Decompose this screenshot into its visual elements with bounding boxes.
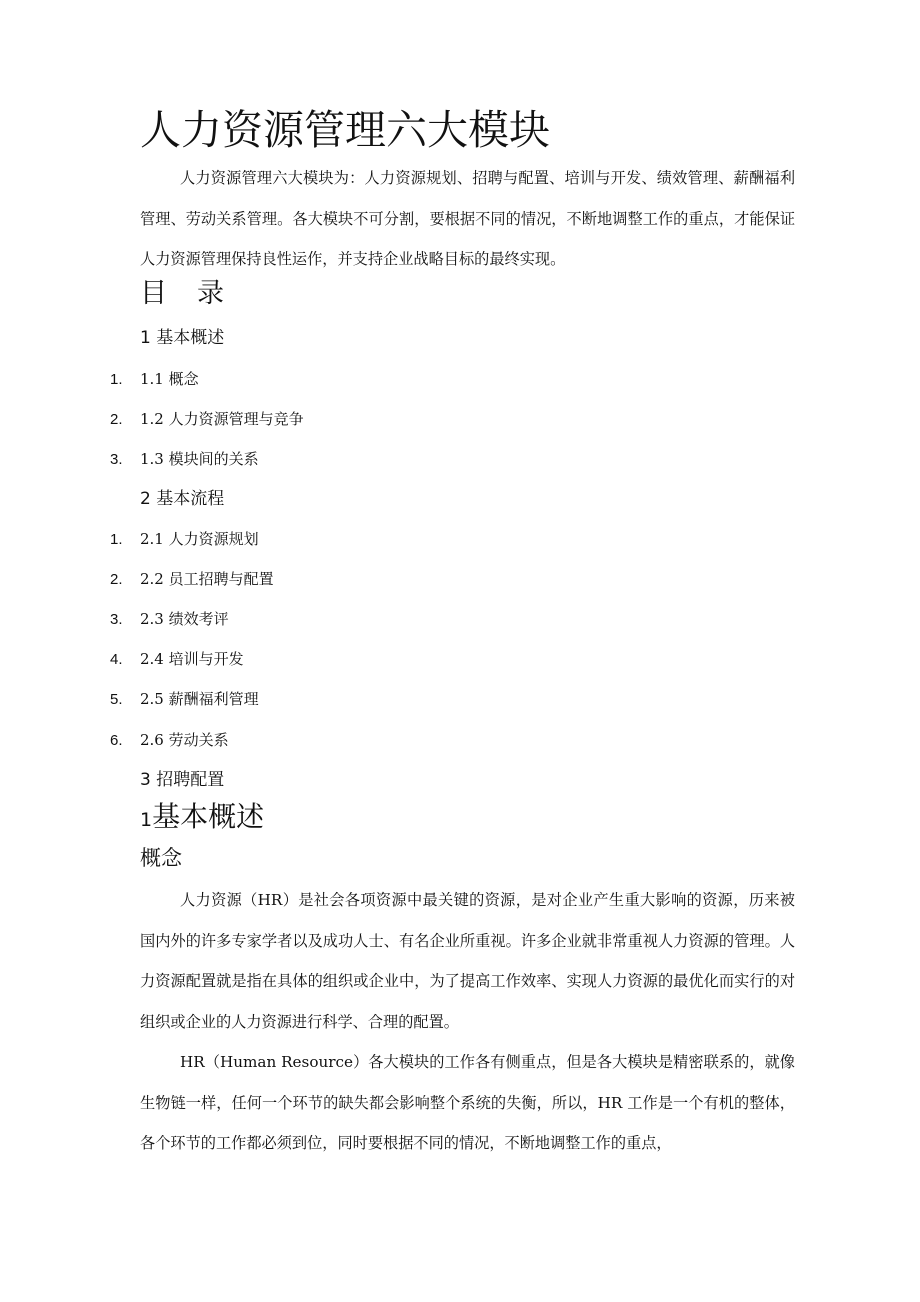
body-paragraph-1: 人力资源（HR）是社会各项资源中最关键的资源，是对企业产生重大影响的资源，历来被国内外的许多专家学者以及成功人士、有名企业所重视。许多企业就非常重视人力资源的管理。人力资源配置就是指在具体的组织或企业中，为了提高工作效率、实现人力资源的最优化而实行的对组织或企业的人力资源进行科学、合理的配置。	[140, 891, 795, 1031]
document-title: 人力资源管理六大模块	[140, 106, 550, 154]
toc-heading-char-1: 目	[140, 278, 167, 309]
toc-item[interactable]	[110, 448, 259, 471]
section-number: 1	[140, 809, 153, 831]
toc-heading-char-2: 录	[197, 278, 224, 309]
toc-heading	[140, 274, 224, 314]
toc-item-number: 2.	[110, 571, 123, 588]
toc-item[interactable]	[110, 729, 229, 752]
toc-section-2[interactable]: 2 基本流程	[140, 489, 225, 509]
toc-item-number: 4.	[110, 651, 123, 668]
toc-item-number: 5.	[110, 691, 123, 708]
toc-item-label: 2.5 薪酬福利管理	[140, 690, 259, 708]
toc-item[interactable]	[110, 688, 259, 711]
toc-item[interactable]	[110, 608, 229, 631]
toc-item-number: 3.	[110, 451, 123, 468]
toc-item-number: 1.	[110, 531, 123, 548]
intro-paragraph: 人力资源管理六大模块为：人力资源规划、招聘与配置、培训与开发、绩效管理、薪酬福利管理、劳动关系管理。各大模块不可分割，要根据不同的情况，不断地调整工作的重点，才能保证人力资源管理保持良性运作，并支持企业战略目标的最终实现。	[140, 169, 795, 268]
toc-section-1[interactable]: 1 基本概述	[140, 328, 225, 348]
toc-item-label: 1.1 概念	[140, 370, 199, 388]
toc-item-label: 2.6 劳动关系	[140, 731, 229, 749]
toc-item-label: 2.4 培训与开发	[140, 650, 244, 668]
toc-item-label: 2.3 绩效考评	[140, 610, 229, 628]
toc-item[interactable]	[110, 528, 259, 551]
toc-item-number: 2.	[110, 411, 123, 428]
toc-item[interactable]	[110, 368, 199, 391]
toc-item-number: 1.	[110, 371, 123, 388]
section-heading	[140, 798, 264, 839]
subsection-heading: 概念	[140, 846, 182, 870]
body-paragraph-2: HR（Human Resource）各大模块的工作各有侧重点，但是各大模块是精密联系的，就像生物链一样，任何一个环节的缺失都会影响整个系统的失衡，所以，HR 工作是一个有机的整体，各个环节的工作都必须到位，同时要根据不同的情况，不断地调整工作的重点，	[140, 1053, 795, 1152]
toc-item-number: 6.	[110, 732, 123, 749]
toc-item-number: 3.	[110, 611, 123, 628]
toc-item-label: 2.1 人力资源规划	[140, 530, 259, 548]
toc-item-label: 2.2 员工招聘与配置	[140, 570, 274, 588]
toc-item-label: 1.2 人力资源管理与竞争	[140, 410, 304, 428]
toc-item[interactable]	[110, 648, 244, 671]
toc-item[interactable]	[110, 408, 304, 431]
toc-item[interactable]	[110, 568, 274, 591]
toc-item-label: 1.3 模块间的关系	[140, 450, 259, 468]
toc-section-3[interactable]: 3 招聘配置	[140, 770, 225, 790]
section-title: 基本概述	[152, 800, 265, 833]
